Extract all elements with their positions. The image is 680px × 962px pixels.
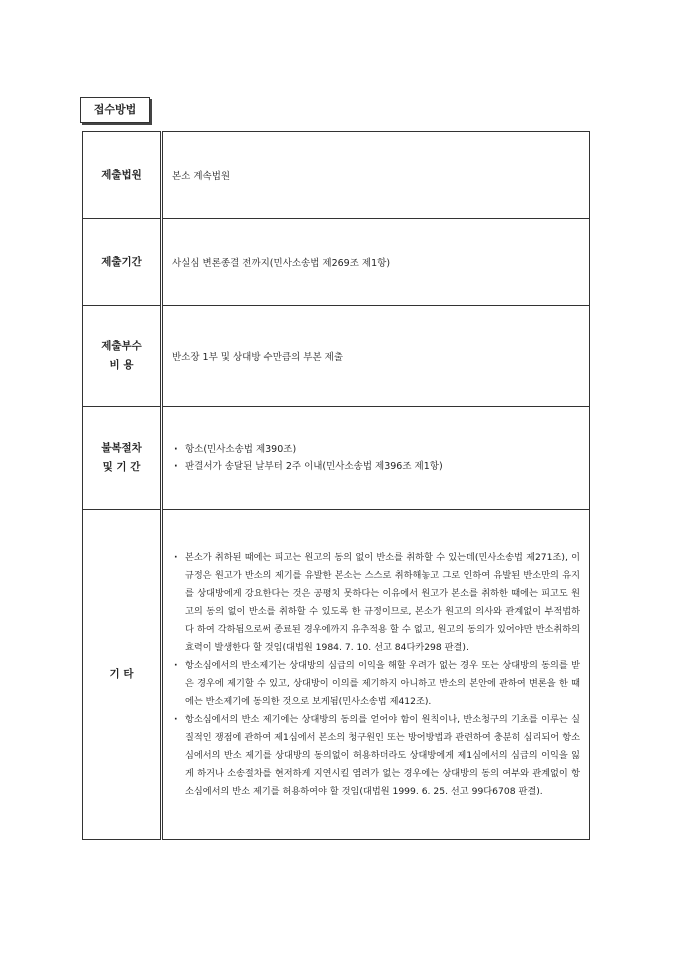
court-label: 제출법원 [83,132,162,219]
table-row-etc [83,510,590,840]
period-label: 제출기간 [83,219,162,306]
copies-value: 반소장 1부 및 상대방 수만큼의 부본 제출 [162,306,590,407]
table-row-appeal [83,407,590,510]
etc-list [172,549,580,801]
etc-value [162,510,590,840]
appeal-list [172,441,580,475]
etc-label: 기 타 [83,510,162,840]
appeal-value [162,407,590,510]
table-row-period [83,219,590,306]
list-item: · 항소(민사소송법 제390조) [172,441,580,458]
section-badge: 접수방법 [80,97,150,123]
table-row-court [83,132,590,219]
list-item: · 항소심에서의 반소 제기에는 상대방의 동의를 얻어야 함이 원칙이나, 반소청구의 기초를 이루는 실질적인 쟁점에 관하여 제1심에서 본소의 청구원인 또는 방어방법과 관련하여 충분히 심리되어 항소심에서의 반소 제기를 상대방의 동의없이 허용하더라도 상대방에게 제1심에서의 심급의 이익을 잃게 하거나 소송절차를 현저하게 지연시킬 염려가 없는 경우에는 상대방의 동의 여부와 관계없이 항소심에서의 반소 제기를 허용하여야 할 것임(대법원 1999. 6. 25. 선고 99다6708 판결). [172,711,580,801]
list-item: · 항소심에서의 반소제기는 상대방의 심급의 이익을 해할 우려가 없는 경우 또는 상대방의 동의를 받은 경우에 제기할 수 있고, 상대방이 이의를 제기하지 아니하고 반소의 본안에 관하여 변론을 한 때에는 반소제기에 동의한 것으로 보게됨(민사소송법 제412조). [172,657,580,711]
filing-method-table [82,131,590,840]
copies-label: 제출부수 비 용 [83,306,162,407]
period-value: 사실심 변론종결 전까지(민사소송법 제269조 제1항) [162,219,590,306]
appeal-label: 불복절차 및 기 간 [83,407,162,510]
court-value: 본소 계속법원 [162,132,590,219]
table-row-copies [83,306,590,407]
list-item: · 판결서가 송달된 날부터 2주 이내(민사소송법 제396조 제1항) [172,458,580,475]
list-item: · 본소가 취하된 때에는 피고는 원고의 동의 없이 반소를 취하할 수 있는데(민사소송법 제271조), 이 규정은 원고가 반소의 제기를 유발한 본소는 스스로 취하해놓고 그로 인하여 유발된 반소만의 유지를 상대방에게 강요한다는 것은 공평치 못하다는 이유에서 원고가 본소를 취하한 때에는 피고도 원고의 동의 없이 반소를 취하할 수 있도록 한 규정이므로, 본소가 원고의 의사와 관계없이 부적법하다 하여 각하됨으로써 종료된 경우에까지 유추적용 할 수 없고, 원고의 동의가 있어야만 반소취하의 효력이 발생한다 할 것임(대법원 1984. 7. 10. 선고 84다카298 판결). [172,549,580,657]
